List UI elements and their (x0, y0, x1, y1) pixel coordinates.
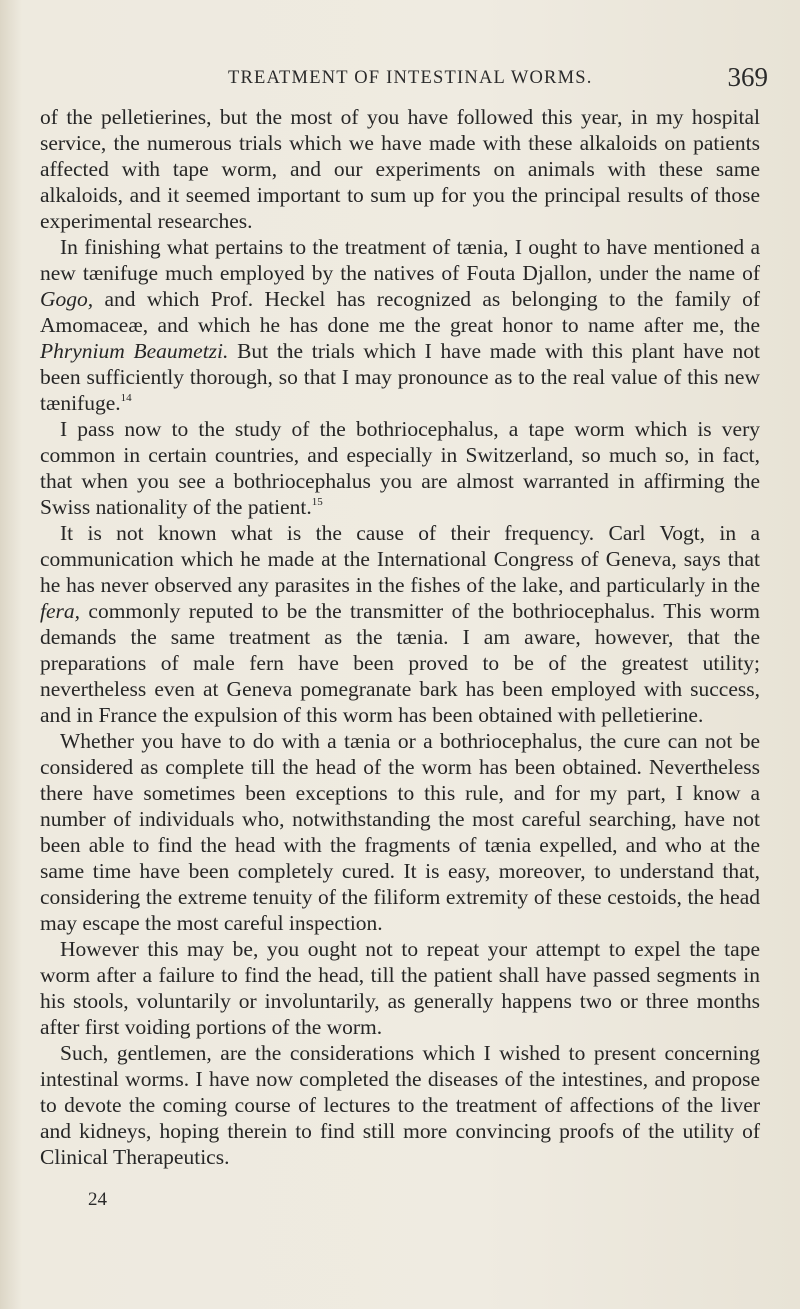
italic-text: Gogo, (40, 287, 94, 311)
text-run: In finishing what pertains to the treatment of tænia, I ought to have mentioned a new tænifuge much employed by the natives of Fouta Djallon, under the name of (40, 235, 760, 285)
body-text (40, 104, 760, 1170)
paragraph (40, 234, 760, 416)
text-run: and which Prof. Heckel has recognized as belonging to the family of Amomaceæ, and which he has done me the great honor to name after me, the (40, 287, 760, 337)
footnote-ref: 15 (311, 496, 323, 508)
paragraph (40, 1040, 760, 1170)
text-run: of the pelletierines, but the most of you have followed this year, in my hospital service, the numerous trials which we have made with these alkaloids on patients affected with tape worm, and our experiments on animals with these same alkaloids, and it seemed important to sum up for you the principal results of those experimental researches. (40, 105, 760, 233)
italic-text: Phrynium Beaumetzi. (40, 339, 229, 363)
paragraph (40, 936, 760, 1040)
paragraph (40, 104, 760, 234)
page-header (40, 62, 780, 98)
text-run: But the trials which I have made with this plant have not been sufficiently thorough, so that I may pronounce as to the real value of this new tænifuge. (40, 339, 760, 415)
text-run: However this may be, you ought not to repeat your attempt to expel the tape worm after a failure to find the head, till the patient shall have passed segments in his stools, voluntarily or involuntarily, as generally happens two or three months after first voiding portions of the worm. (40, 937, 760, 1039)
text-run: Whether you have to do with a tænia or a bothriocephalus, the cure can not be considered as complete till the head of the worm has been obtained. Nevertheless there have sometimes been exceptions to this rule, and for my part, I know a number of individuals who, notwithstanding the most careful searching, have not been able to find the head with the fragments of tænia expelled, and who at the same time have been completely cured. It is easy, moreover, to understand that, considering the extreme tenuity of the filiform extremity of these cestoids, the head may escape the most careful inspection. (40, 729, 760, 935)
signature-mark: 24 (88, 1189, 107, 1210)
paragraph (40, 520, 760, 728)
text-run: Such, gentlemen, are the considerations which I wished to present concerning intestinal worms. I have now completed the diseases of the intestines, and propose to devote the coming course of lectures to the treatment of affections of the liver and kidneys, hoping therein to find still more convincing proofs of the utility of Clinical Therapeutics. (40, 1041, 760, 1169)
footnote-ref: 14 (120, 392, 132, 404)
italic-text: fera, (40, 599, 81, 623)
text-run: I pass now to the study of the bothriocephalus, a tape worm which is very common in certain countries, and especially in Switzerland, so much so, in fact, that when you see a bothriocephalus you are almost warranted in affirming the Swiss nationality of the patient. (40, 417, 760, 519)
text-run: It is not known what is the cause of their frequency. Carl Vogt, in a communication which he made at the International Congress of Geneva, says that he has never observed any parasites in the fishes of the lake, and particularly in the (40, 521, 760, 597)
page-number: 369 (727, 62, 768, 92)
running-head: TREATMENT OF INTESTINAL WORMS. (228, 68, 593, 88)
text-run: commonly reputed to be the transmitter of the bothriocephalus. This worm demands the same treatment as the tænia. I am aware, however, that the preparations of male fern have been proved to be of the greatest utility; nevertheless even at Geneva pomegranate bark has been employed with success, and in France the expulsion of this worm has been obtained with pelletierine. (40, 599, 760, 727)
paragraph (40, 416, 760, 520)
paragraph (40, 728, 760, 936)
